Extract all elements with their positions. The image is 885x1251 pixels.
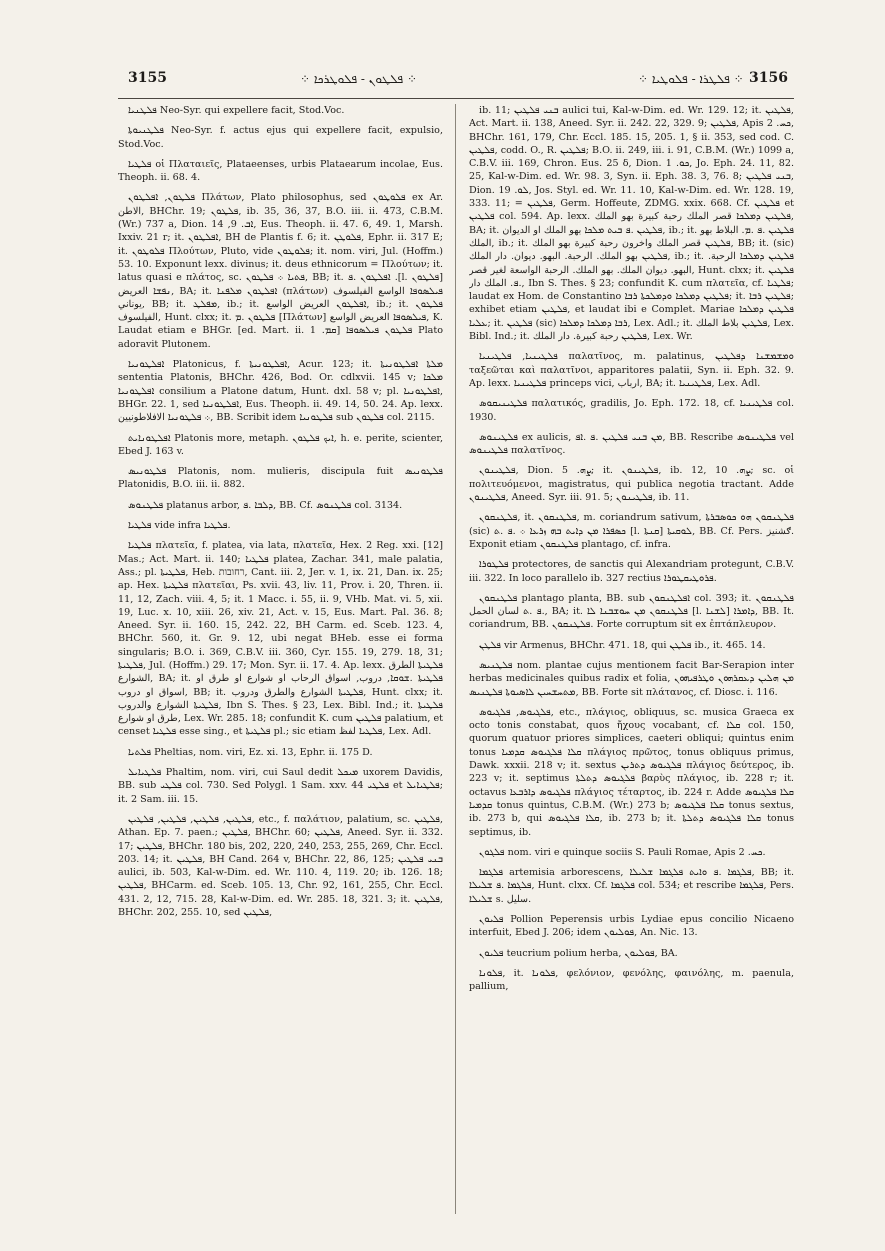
header-rule [118, 98, 794, 99]
dictionary-entry: ܦܠܛܘܢܝܣ Platonis, nom. mulieris, discipula fuit ܦܠܛܘܢܝܣ Platonidis, B.O. iii. ii. 882. [118, 466, 443, 491]
dictionary-entry: ܦܠܬܝܐ Pheltias, nom. viri, Ez. xi. 13, Ephr. ii. 175 D. [128, 746, 373, 758]
dictionary-entry: ܦܠܛܢܩܘܢ plantago planta, BB. sub ܐܦܠܛܢܩܘܢ col. 393; it. ܦܠܛܢܩܘܢ .ܦ .ܬ لسان الحمل, BA; it. ܦܠܛܢܩܘܢ ܡܢ ܚܘܫܒܢܐ ܠܐ [l. ܠܫܢܐ] ܕܐܡܪܐ, BB. It. coriandrum, BB. ܦܠܛܢܩܘܢ. Forte corruptum sit ex ἐπτάπλευρον. [469, 592, 794, 631]
dictionary-entry: ܦܠܛܘܪܐ protectores, de sanctis qui Alexandriam protegunt, C.B.V. iii. 322. In loco parallelo ib. 327 rectius ܦܪܘܛܝܩܛܘܪܐ. [469, 559, 794, 584]
dictionary-entry: ܦܠܛܢܝܘܬܐ Neo-Syr. f. actus ejus qui expellere facit, expulsio, Stod.Voc. [118, 125, 443, 150]
dictionary-entry: ܦܠܝܘܢ teucrium polium herba, ܦܘܠܝܘܢ, BA. [479, 947, 678, 959]
dictionary-entry: ib. 11; ܒܢܝ ܦܠܛܝܢ aulici tui, Kal-w-Dim. ed. Wr. 129. 12; it. ܦܠܛܝܢ, Act. Mart. ii. 138, Aneed. Syr. ii. 242. 22, 329. 9; ܦܠܛܝܢ, Apis ܟܚ. 2, BHChr. 161, 179, Chr. Eccl. 185. 15, 205. 1, § ii. 353, sed cod. C. ܦܠܛܝܢ, codd. O., R. ܦܠܛܝܢ; B.O. ii. 249, iii. i. 91, C.B.M. (Wr.) 1099 a, C.B.V. iii. 169, Chron. Eus. 25 δ, Dion. ܟܘ. 1, Jo. Eph. 24. 11, 82. 25, Kal-w-Dim. ed. Wr. 98. 3, Syn. ii. Eph. 38. 3, 76. 8; ܒܢܝ ܦܠܛܝܢ, Dion. ܠܘ. 19, Jos. Styl. ed. Wr. 11. 10, Kal-w-Dim. ed. Wr. 128. 19, 333. 11; = ܦܠܛܝܢ, Germ. Hoffeute, ZDMG. xxix. 668. Cf. ܦܠܛܝܢ et ܦܠܛܝܢ col. 594. Ap. lexx. ܦܠܛܝܢ ܕܡܠܟܐ قصر الملك رحبة كبيرة بهو الملك, BA; it. ܦܠܛܝܢ .ܦ ܒܝܬ ܡܠܟܐ بهو الملك او الديوان, ib.; it. ܦܠܛܝܢ .ܦ .ܡ. البلاط بهو الملك, ib.; it. ܦܠܛܝܢ قصر الملك واخرون رحبة كبيرة بهو الملك, BB; it. (sic) ܦܠܛܝܢ بهو الملك. الرحبة. البهو. ديوان. دار الملك, ib.; it. ܦܠܛܝܢ ܕܡܠܟܐ الرحبة. البهو. ديوان الملك. بهو الملك. الرحبة الواسعة لغير قصر, Hunt. clxx; it. ܦܠܛܝܢ .ܦ. الملك دار, Ibn S. Thes. § 23; confundit K. cum πλατεῖα, cf. ܦܠܛܝܐ; laudat ex Hom. de Constantino ܦܠܛܝܢ ܕܡܠܟܐ ܘܕܡܠܟܬܐ ܪܒܐ; it. ܦܠܛܝܢ ܪܒܐ; exhibet etiam ܦܠܛܝܢ, et laudat ibi e Complet. Mariae ܦܠܛܝܢ ܕܡܠܟܐ ܥܠܝܐ; it. ܦܠܛܝܢ (sic) ܪܒܐ ܕܡܠܟܐ ܕܡܠܟܐ, Lex. Adl.; it. ܦܠܛܝܢ بلاط الملك, Lex. Bibl. Ind.; it. ܦܠܛܝܢ رحبة كبيرة. دار الملك, Lex. Wr. [469, 105, 794, 343]
dictionary-entry: ܦܠܓܡܐ artemisia arborescens, ܦܠܓܡܐ .ܦ ܘܐܝܬ ܦܠܓܡܐ ܫܠܝܠܐ, BB; it. ܦܠܓܡܐ .ܦ ܫܠܝܠܐ, Hunt. clxx. Cf. ܦܠܓܡܐ col. 534; et rescribe ܦܠܓܡܐ, Pers. ܫܠܝܠܐ s. سلیل. [469, 867, 794, 905]
dictionary-entry: ܦܠܛܝܢܘܣ ex aulicis, ܡܢ ܒܢܝ ܦܠܛܝܢ .ܦ .ܐܦ, BB. Rescribe ܦܠܛܝܢܘܣ vel ܦܠܛܝܢܘܣ παλατῖνος. [469, 431, 794, 457]
page-number-left: 3155 [128, 70, 167, 86]
headword-right: ⁘ ܦܠܛܪܐ - ܦܠܘܛܝܐ ⁘ [638, 72, 744, 86]
dictionary-entry: ܦܠܘܢܐ, it. ܦܠܘܢܐ, φελόνιον, φενόλης, φαινόλης, m. paenula, pallium, [469, 967, 794, 993]
dictionary-entry: ܦܠܝܘܢ Pollion Peperensis urbis Lydiae epus concilio Nicaeno interfuit, Ebed J. 206; idem ܦܘܠܝܘܢ, An. Nic. 13. [469, 914, 794, 939]
running-head [128, 70, 788, 90]
dictionary-entry: ܦܠܛܝܢܘܢ, Dion. ܨܗ. 5; it. ܦܠܛܝܢܘܢ, ib. 12, ܨܗ. 10; sc. οἱ πολιτευόμενοι, magistratus, qui publica negotia tractant. Adde ܦܠܛܝܢܘܢ, Aneed. Syr. iii. 91. 5; ܦܠܛܝܢܘܢ, ib. 11. [469, 465, 794, 504]
dictionary-entry: ܦܠܛܝܐ vide infra ܦܠܛܝܐ. [128, 520, 231, 532]
dictionary-entry: ܦܠܛܝܢܝܩܘܣ παλατικός, gradilis, Jo. Eph. 172. 18, cf. ܦܠܛܝܢܝܐ col. 1930. [469, 398, 794, 423]
dictionary-entry: ܐܦܠܛܘܢܐܝܬ Platonis more, metaph. ܐܝܟ ܦܠܛܘܢ, h. e. perite, scienter, Ebed J. 163 v. [118, 432, 443, 457]
dictionary-entry: ܦܠܓܝܘܣ, ܦܠܓܝܘܣ, etc., πλάγιος, obliquus, sc. musica Graeca ex octo tonis constabat, quos ἤχους vocabant, cf. ܩܠܐ col. 150, quorum quatuor priores simplices, caeteri obliqui; quintus enim tonus ܩܠܐ ܦܠܓܝܘܣ ܩܕܡܝܐ πλάγιος πρῶτος, tonus obliquus primus, Dawk. xxxii. 218 v; it. sextus ܦܠܓܝܘܣ ܕܬܪܝܢ πλάγιος δεύτερος, ib. 223 v; it. septimus ܦܠܓܝܘܣ ܕܬܠܬܐ βαρὺς πλάγιος, ib. 228 r; it. octavus ܦܠܓܝܘܣ ܕܐܪܒܥܐ πλάγιος τέταρτος, ib. 224 r. Adde ܩܠܐ ܦܠܓܝܘܣ ܩܕܡܝܐ tonus quintus, C.B.M. (Wr.) 273 b; ܩܠܐ ܦܠܓܝܘܣ tonus sextus, ib. 273 b, qui ܩܠܐ ܦܠܓܝܘܣ, ib. 273 b; it. ܩܠܐ ܦܠܓܝܘܣ ܕܬܠܬܐ tonus septimus, ib. [469, 706, 794, 838]
dictionary-entry: ܦܠܛܝܐ πλατεῖα, f. platea, via lata, πλατεῖα, Hex. 2 Reg. xxi. [12] Mas.; Act. Mart. ii. 140; ܦܠܛܝܐ platea, Zachar. 341, male palatia, Ass.; pl. ܦܠܛܝܬܐ, Heb. רחובות, Cant. iii. 2, Jer. v. 1, ix. 21, Dan. ix. 25; ap. Hex. ܦܠܛܝܬܐ πλατεῖαι, Ps. xvii. 43, liv. 11, Prov. i. 20, Thren. ii. 11, 12, Zach. viii. 4, 5; it. 1 Macc. i. 55, ii. 9, VHb. Mat. vi. 5, xii. 19, Luc. x. 10, xiii. 26, xiv. 21, Act. v. 15, Eus. Mart. Pal. 36. 8; Aneed. Syr. ii. 160. 15, 242. 22, BH Carm. ed. Sceb. 123. 4, BHChr. 560, it. Gr. 9. 12, ubi negat BHeb. esse ei forma singularis; B.O. i. 369, C.B.V. iii. 360, Cyr. 155. 19, 279. 18, 31; ܦܠܛܝܬܐ, Jul. (Hoffm.) 29. 17; Mon. Syr. ii. 17. 4. Ap. lexx. ܦܠܛܝܬܐ الطرق الشوارع, BA; it. ܦܠܛܝܬܐ .ܫܘܩܐ, دروب, اسواق الرحاب او شوارع او طرق او اسواق او دروب, BB; it. ܦܠܛܝܬܐ الشوارع والطرق ودروب, Hunt. clxx; it. ܦܠܛܝܬܐ الشوارع والدروب, Ibn S. Thes. § 23, Lex. Bibl. Ind.; it. ܦܠܛܝܬܐ طرق او شوارع, Lex. Wr. 285. 18; confundit K. cum ܦܠܛܝܢ palatium, et censet ܦܠܛܝܐ esse sing., et ܦܠܛܝܬܐ pl.; sic etiam ܦܠܛܝܐ لفظ, Lex. Adl. [118, 540, 443, 738]
dictionary-entry: ܦܠܛܝܐܝܠ Phaltim, nom. viri, cui Saul dedit ܡܝܟܠ uxorem Davidis, BB. sub ܦܠܛܝ col. 730. Sed Polygl. 1 Sam. xxv. 44 ܦܠܛܝ et ܦܠܛܝܐܝܠ; it. 2 Sam. iii. 15. [118, 767, 443, 805]
dictionary-entry: ܦܠܛܘܢ, ܐܦܠܛܘܢ Πλάτων, Plato philosophus, sed ܦܠܘܛܘܢ ex Ar. الاطن, BHChr. 19; ܦܠܛܘܢ, ib. 35, 36, 37, B.O. iii. ii. 473, C.B.M. (Wr.) 737 a, Dion. ܐܒ. 9, 14, Eus. Theoph. ii. 47. 6, 49. 1, Marsh. Ixxiv. 21 r; it. ܐܦܠܛܘܢ, BH de Plantis f. 6; it. ܦܠܘܛܢ, Ephr. ii. 317 E; it. ܦܠܘܛܘܢ Πλούτων, Pluto, vide ܦܠܘܛܘܢ; it. nom. viri, Jul. (Hoffm.) 53. 10. Exponunt lexx. divinus; it. deus ethnicorum = Πλούτων; it. latus quasi e πλάτος, sc. ܦܬܝܐ ܀ ܦܠܛܘܢ, BB; it. ܐܦܠܛܘܢ .ܦ .[l. ܦܠܛܘܢ] ܢܦܫܐ العريض, BA; it. ܐܦܠܛܘܢ ܡܠܦܢܐ (πλάτων) ܦܝܠܣܘܦܐ الواسع الفيلسوف يوناني, BB; it. ܡܦܠܛ, ib.; it. ܐܦܠܛܘܢ العريض الواسع, ib.; it. ܦܠܛܘܢ الفيلسوف, Hunt. clxx; it. ܦܠܛܘܢ .ܡ [Πλάτων] ܦܝܠܣܘܦܐ العريض الواسع, K. Laudat etiam e BHGr. [ed. Mart. ii. ܩܡ. 1] ܦܠܛܘܢ ܦܝܠܣܘܦܐ Plato adoravit Plutonem. [118, 192, 443, 350]
right-column [469, 104, 794, 1229]
column-divider [455, 104, 456, 1214]
dictionary-entry: ܦܠܛܢܩܘܢ, it. ܦܠܛܢܩܘܢ, m. coriandrum sativum, ܦܠܛܢܩܘܢ ܗܘ ܟܘܣܒܪܬܐ (sic) ܟܣܦܪܐ ܡܢ ܕܐܝܬ ܒܗ ܙܪܥܐ ܀ .ܦ .ܬ [l. ܩܢܬܐ] ܠܘܩܝܬܐ, BB. Cf. Pers. ګشنیز. Exponit etiam ܦܠܛܢܩܘܢ plantago, cf. infra. [469, 512, 794, 550]
page-number-right: 3156 [749, 70, 788, 86]
left-column [118, 104, 443, 1229]
dictionary-entry: ܦܠܛܢܝܣ nom. plantae cujus mentionem facit Bar-Serapion inter herbas medicinales quibus radix et folia, ܡܢ ܗܠܝܢ ܕܥܩܪܗܘܢ ܘܛܪܦܝܗܘܢ ܡܬܚܫܚܝܢ ܠܐܣܝܘܬܐ ܦܠܛܢܝܣ, BB. Forte sit πλάτανος, cf. Diosc. i. 116. [469, 659, 794, 698]
dictionary-entry: ܦܠܛܝܢ, ܦܠܛܝܢ, ܦܠܛܝܢ, ܦܠܛܝܢ, etc., f. παλάτιον, palatium, sc. ܦܠܛܝܢ, Athan. Ep. 7. paen.; ܦܠܛܝܢ, BHChr. 60; ܦܠܛܝܢ, Aneed. Syr. ii. 332. 17; ܦܠܛܝܢ, BHChr. 180 bis, 202, 220, 240, 253, 255, 269, Chr. Eccl. 203. 14; it. ܦܠܛܝܢ, BH Cand. 264 v, BHChr. 22, 86, 125; ܒܢܝ ܦܠܛܝܢ aulici, ib. 503, Kal-w-Dim. ed. Wr. 110. 4, 119. 20; ib. 126. 18; ܦܠܛܝܢ, BHCarm. ed. Sceb. 105. 13, Chr. 92, 161, 255, Chr. Eccl. 431. 2, 12, 715. 28, Kal-w-Dim. ed. Wr. 285. 18, 321. 3; it. ܦܠܛܝܢ, BHChr. 202, 255. 10, sed ܦܠܛܝܢ, [118, 813, 443, 919]
dictionary-entry: ܦܠܛܢܝܐ Neo-Syr. qui expellere facit, Stod.Voc. [128, 105, 345, 116]
dictionary-entry: ܦܠܛܝܢܝܐ, ܦܠܛܝܢܝܐ παλατῖνος, m. palatinus, ܘܡܫܡܫܢܐ ܕܦܠܛܝܢ ταξεῶται καὶ παλατῖνοι, apparitores palatii, Syn. ii. Eph. 32. 9. Ap. lexx. ܦܠܛܝܢܝܐ princeps vici, ارباب, BA; it. ܦܠܛܝܢܝܐ, Lex. Adl. [469, 351, 794, 389]
dictionary-entry: ܐܦܠܛܘܢܝܐ Platonicus, f. ܐܦܠܛܘܢܝܬܐ, Acur. 123; it. ܡܠܬܐ ܐܦܠܛܘܢܝܬܐ sententia Platonis, BHChr. 426, Bod. Or. cdlxvii. 145 v; ܡܠܟܐ ܐܦܠܛܘܢܝܐ consilium a Platone datum, Hunt. dxl. 58 v; pl. ܐܦܠܛܘܢܝܐ, BHGr. 22. 1, sed ܐܦܠܛܘܢܝܐ, Eus. Theoph. ii. 49. 14, 50. 24. Ap. lexx. ܀ ܦܠܛܘܢܝܐ الافلاطونيين, BB. Scribit idem ܦܠܛܘܢܝܐ sub ܦܠܛܘܢ col. 2115. [118, 359, 443, 424]
dictionary-entry: ܦܠܛܢ vir Armenus, BHChr. 471. 18, qui ܦܠܛܢ ib., it. 465. 14. [479, 639, 766, 651]
dictionary-entry: ܦܠܛܝܐ οἱ Πλαταιεῖς, Plataeenses, urbis Plataearum incolae, Eus. Theoph. ii. 68. 4. [118, 158, 443, 184]
dictionary-entry: ܦܠܓܘܢ nom. viri e quinque sociis S. Pauli Romae, Apis ܟܚ. 2. [479, 846, 766, 858]
headword-left: ⁘ ܦܠܛܘܢ - ܦܠܘܛܪܟܐ ⁘ [300, 72, 418, 86]
dictionary-entry: ܦܠܛܢܘܣ platanus arbor, ܕܠܒܐ .ܦ, BB. Cf. ܦܠܛܢܘܣ col. 3134. [128, 499, 403, 511]
